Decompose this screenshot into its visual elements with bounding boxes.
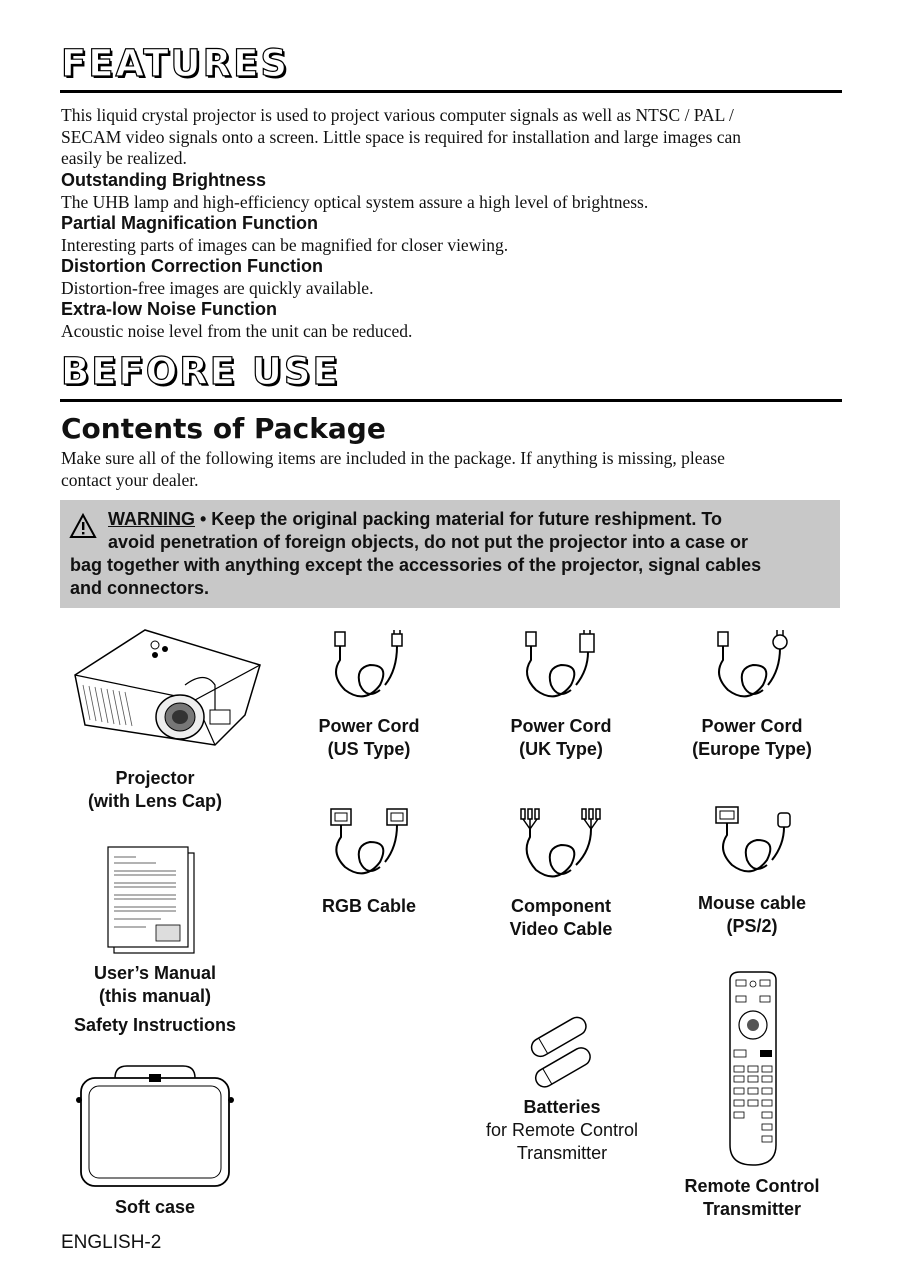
caption-line: Mouse cable	[697, 893, 807, 913]
features-title: FEATURES	[61, 42, 290, 85]
features-intro	[61, 105, 851, 170]
warning-label: WARNING	[108, 509, 195, 529]
mouse-cable-icon	[712, 805, 802, 885]
warning-line: bag together with anything except the accessories of the projector, signal cables	[70, 555, 762, 575]
before-use-rule	[60, 399, 842, 402]
component-cable-icon	[516, 805, 606, 890]
warning-text	[70, 508, 830, 600]
caption-line: RGB Cable	[321, 896, 417, 916]
remote-caption	[652, 1175, 852, 1221]
feature-text: The UHB lamp and high-efficiency optical system assure a high level of brightness.	[61, 191, 649, 212]
page-number: ENGLISH-2	[61, 1232, 162, 1253]
warning-line: and connectors.	[70, 578, 210, 598]
batteries-icon	[520, 1015, 605, 1090]
contents-line: Make sure all of the following items are included in the package. If anything is missing, please	[61, 448, 725, 468]
caption-line: Safety Instructions	[73, 1015, 237, 1035]
caption-line: (Europe Type)	[692, 739, 812, 759]
features-rule	[60, 90, 842, 93]
caption-line: for Remote Control	[485, 1120, 639, 1140]
component-caption	[461, 895, 661, 941]
feature-text: Acoustic noise level from the unit can be reduced.	[61, 320, 413, 341]
caption-line: Power Cord	[701, 716, 803, 736]
caption-line: Component	[511, 896, 611, 916]
power-cord-uk-icon	[516, 630, 606, 710]
power-eu-caption	[652, 715, 852, 761]
features-list	[61, 170, 851, 342]
caption-line: (this manual)	[98, 986, 211, 1006]
projector-caption	[55, 767, 255, 813]
contents-line: contact your dealer.	[61, 469, 199, 490]
caption-line: Power Cord	[510, 716, 612, 736]
feature-text: Interesting parts of images can be magnified for closer viewing.	[61, 234, 509, 255]
feature-heading: Extra-low Noise Function	[61, 299, 278, 319]
remote-control-illustration	[722, 970, 784, 1170]
caption-line: Projector	[115, 768, 195, 788]
manual-illustration	[106, 845, 198, 955]
caption-line: (UK Type)	[519, 739, 603, 759]
caption-line: Transmitter	[702, 1199, 802, 1219]
soft-case-illustration	[75, 1060, 235, 1190]
caption-line: (US Type)	[327, 739, 411, 759]
batteries-caption	[462, 1096, 662, 1165]
contents-intro	[61, 448, 851, 491]
warning-line: • Keep the original packing material for future reshipment. To	[195, 509, 723, 529]
intro-line: easily be realized.	[61, 148, 187, 168]
power-cord-us-icon	[325, 630, 415, 710]
caption-line: (with Lens Cap)	[88, 791, 222, 811]
warning-box	[60, 500, 840, 608]
caption-line: Video Cable	[509, 919, 613, 939]
mouse-caption	[652, 892, 852, 938]
caption-line: Soft case	[114, 1197, 196, 1217]
caption-line: Batteries	[523, 1097, 601, 1117]
rgb-caption	[269, 895, 469, 918]
projector-illustration	[65, 625, 265, 750]
intro-line: This liquid crystal projector is used to project various computer signals as well as NTSC / PAL /	[61, 105, 734, 125]
before-use-title: BEFORE USE	[61, 350, 340, 393]
softcase-caption	[55, 1196, 255, 1219]
intro-line: SECAM video signals onto a screen. Little space is required for installation and large images can	[61, 126, 742, 147]
manual-caption	[55, 962, 255, 1037]
feature-heading: Partial Magnification Function	[61, 213, 319, 233]
caption-line: Power Cord	[318, 716, 420, 736]
power-uk-caption	[461, 715, 661, 761]
warning-line: avoid penetration of foreign objects, do not put the projector into a case or	[108, 532, 749, 552]
rgb-cable-icon	[325, 807, 415, 887]
caption-line: Remote Control	[684, 1176, 820, 1196]
caption-line: Transmitter	[516, 1143, 608, 1163]
caption-line: User’s Manual	[93, 963, 217, 983]
feature-heading: Distortion Correction Function	[61, 256, 323, 276]
feature-heading: Outstanding Brightness	[61, 170, 267, 190]
contents-title: Contents of Package	[61, 412, 386, 445]
feature-text: Distortion-free images are quickly available.	[61, 277, 374, 298]
power-cord-europe-icon	[708, 630, 798, 710]
power-us-caption	[269, 715, 469, 761]
caption-line: (PS/2)	[726, 916, 778, 936]
